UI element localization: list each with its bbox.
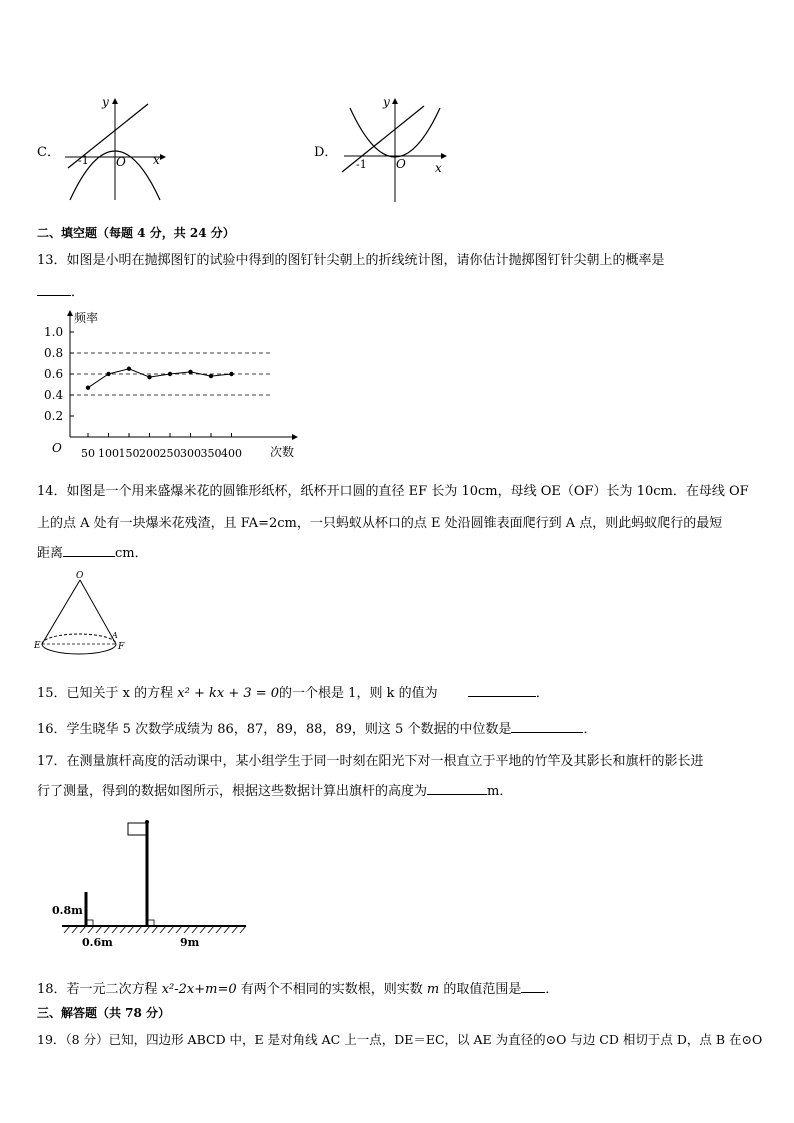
chart-y-arrow xyxy=(67,310,73,316)
y-tick-label: 0.6 xyxy=(44,367,64,381)
section-2-title: 二、填空题（每题 4 分，共 24 分） xyxy=(37,226,235,240)
d-neg-one: -1 xyxy=(356,158,367,171)
chart-x-arrow xyxy=(292,434,298,440)
x-tick-label: 100 xyxy=(98,447,119,460)
d-x-axis-label: x xyxy=(435,161,442,175)
data-point xyxy=(188,370,192,374)
q18-equation: x²-2x+m=0 xyxy=(161,982,237,997)
c-origin: O xyxy=(116,155,126,169)
fig-height-label: 0.8m xyxy=(52,904,83,917)
q18-m: m xyxy=(426,982,440,997)
q18-a: 18．若一元二次方程 xyxy=(37,982,158,997)
q17-line-2a: 行了测量，得到的数据如图所示，根据这些数据计算出旗杆的高度为 xyxy=(37,784,428,799)
q14-line-3a: 距离 xyxy=(37,546,64,561)
d-origin: O xyxy=(396,157,406,171)
y-tick-label: 0.8 xyxy=(44,346,64,360)
cone-O: O xyxy=(76,571,84,581)
x-tick-label: 150 xyxy=(118,447,140,460)
q13-blank xyxy=(37,283,71,296)
frequency-series-line xyxy=(88,369,232,388)
option-d-label: D． xyxy=(314,145,338,160)
fig-shadow1-label: 0.6m xyxy=(82,936,113,949)
option-c-label: C． xyxy=(37,145,60,160)
chart-x-label: 次数 xyxy=(270,445,295,459)
chart-y-label: 频率 xyxy=(74,311,99,325)
data-point xyxy=(229,372,233,376)
option-d-graph xyxy=(336,94,451,206)
x-tick-label: 300 xyxy=(180,447,201,460)
q17-line-2b: m． xyxy=(487,784,513,799)
d-y-axis-label: y xyxy=(383,95,390,109)
q18-tail: ． xyxy=(545,982,559,997)
q16-tail: ． xyxy=(583,722,597,737)
q16-blank xyxy=(511,720,583,733)
q16-text: 16．学生晓华 5 次数学成绩为 86，87，89，88，89，则这 5 个数据的中位数是 xyxy=(37,722,512,737)
q15-blank xyxy=(468,684,536,697)
q16-line xyxy=(37,718,596,737)
cone-E: E xyxy=(34,641,41,651)
q18-line xyxy=(37,978,558,997)
q18-blank xyxy=(521,980,545,993)
c-neg-one: -1 xyxy=(78,154,89,167)
q14-line-3b: cm． xyxy=(115,546,148,561)
cone-A: A xyxy=(112,631,118,640)
q14-blank xyxy=(63,544,115,557)
q15-b: 的一个根是 1，则 k 的值为 xyxy=(279,686,438,701)
q17-blank xyxy=(427,782,487,795)
q18-b: 有两个不相同的实数根，则实数 xyxy=(240,982,423,997)
y-tick-label: 1.0 xyxy=(44,325,64,339)
x-tick-label: 200 xyxy=(139,447,160,460)
q18-c: 的取值范围是 xyxy=(443,982,522,997)
data-point xyxy=(106,372,110,376)
q17-line-2 xyxy=(37,780,512,799)
fig-shadow2-label: 9m xyxy=(180,936,200,949)
q13-tail: ． xyxy=(71,285,85,300)
q13-line-chart xyxy=(30,306,320,466)
q15-a: 15．已知关于 x 的方程 xyxy=(37,686,174,701)
chart-origin: O xyxy=(52,441,62,455)
q15-equation: x² + kx + 3 = 0 xyxy=(177,686,280,701)
data-point xyxy=(147,375,151,379)
c-x-axis-label: x xyxy=(153,153,160,167)
q15-line xyxy=(37,682,549,701)
q15-tail: ． xyxy=(535,686,549,701)
q17-flagpole-figure xyxy=(48,816,258,950)
q17-line-1: 17．在测量旗杆高度的活动课中，某小组学生于同一时刻在阳光下对一根直立于平地的竹竿及其影长和旗杆的影长进 xyxy=(37,754,704,769)
c-y-axis-label: y xyxy=(102,95,109,109)
y-tick-label: 0.2 xyxy=(44,409,64,423)
q14-line-2: 上的点 A 处有一块爆米花残渣，且 FA=2cm，一只蚂蚁从杯口的点 E 处沿圆锥表面爬行到 A 点，则此蚂蚁爬行的最短 xyxy=(37,516,723,531)
q19-text: 19．（8 分）已知，四边形 ABCD 中，E 是对角线 AC 上一点，DE＝EC，以 AE 为直径的⊙O 与边 CD 相切于点 D，点 B 在⊙O xyxy=(37,1032,763,1047)
x-tick-label: 50 xyxy=(81,447,95,460)
x-tick-label: 400 xyxy=(221,447,242,460)
q13-answer-line xyxy=(37,281,84,300)
data-point xyxy=(168,372,172,376)
data-point xyxy=(127,367,131,371)
q14-line-1: 14．如图是一个用来盛爆米花的圆锥形纸杯，纸杯开口圆的直径 EF 长为 10cm，母线 OE（OF）长为 10cm．在母线 OF xyxy=(37,484,749,499)
data-point xyxy=(209,374,213,378)
data-point xyxy=(86,385,90,389)
q14-line-3 xyxy=(37,542,148,561)
section-3-title: 三、解答题（共 78 分） xyxy=(37,1006,171,1020)
x-tick-label: 250 xyxy=(159,447,181,460)
y-tick-label: 0.4 xyxy=(44,388,64,402)
x-tick-label: 350 xyxy=(200,447,222,460)
option-c-graph xyxy=(60,92,170,204)
cone-F: F xyxy=(118,642,125,652)
q14-cone-figure xyxy=(34,568,134,664)
q13-text: 13．如图是小明在抛掷图钉的试验中得到的图钉针尖朝上的折线统计图，请你估计抛掷图钉针尖朝上的概率是 xyxy=(37,253,665,268)
